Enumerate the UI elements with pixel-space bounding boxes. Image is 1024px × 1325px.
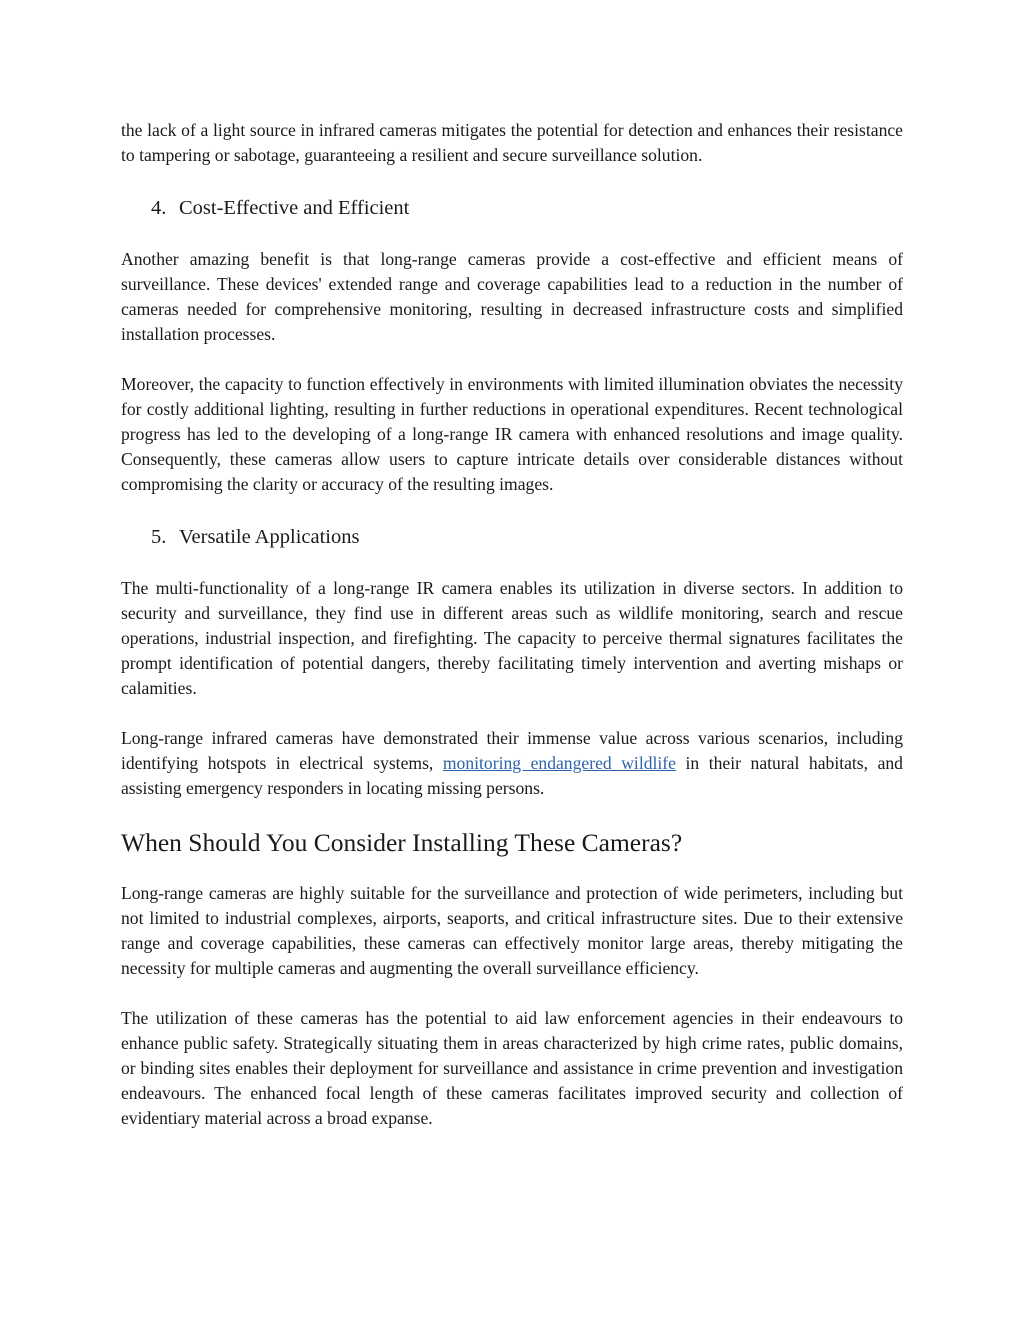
document-page	[121, 118, 903, 1131]
when-paragraph-2: The utilization of these cameras has the potential to aid law enforcement agencies in their endeavours to enhance public safety. Strategically situating them in areas characterized by high crime rates, public domains, or binding sites enables their deployment for surveillance and assistance in crime prevention and investigation endeavours. The enhanced focal length of these cameras facilitates improved security and collection of evidentiary material across a broad expanse.	[121, 1008, 903, 1128]
when-to-install-heading: When Should You Consider Installing These Cameras?	[121, 828, 683, 857]
section-4-number: 4.	[151, 197, 167, 219]
section-5-paragraph-2-start: Long-range infrared cameras have demonstrated their immense value across various scenarios, including identifying hotspots in electrical systems,	[121, 728, 903, 773]
section-5-paragraph-2-end: in their natural habitats, and assisting emergency responders in locating missing persons.	[121, 753, 903, 798]
when-paragraph-1: Long-range cameras are highly suitable for the surveillance and protection of wide perimeters, including but not limited to industrial complexes, airports, seaports, and critical infrastructure sites. Due to their extensive range and coverage capabilities, these cameras can effectively monitor large areas, thereby mitigating the necessity for multiple cameras and augmenting the overall surveillance efficiency.	[121, 883, 903, 978]
monitoring-endangered-wildlife-link[interactable]: monitoring endangered wildlife	[442, 753, 676, 773]
section-4-paragraph-1: Another amazing benefit is that long-range cameras provide a cost-effective and efficient means of surveillance. These devices' extended range and coverage capabilities lead to a reduction in the number of cameras needed for comprehensive monitoring, resulting in decreased infrastructure costs and simplified installation processes.	[121, 249, 903, 344]
section-4-paragraph-2: Moreover, the capacity to function effectively in environments with limited illumination obviates the necessity for costly additional lighting, resulting in further reductions in operational expenditures. Recent technological progress has led to the developing of a long-range IR camera with enhanced resolutions and image quality. Consequently, these cameras allow users to capture intricate details over considerable distances without compromising the clarity or accuracy of the resulting images.	[121, 374, 903, 494]
section-4-heading	[121, 195, 903, 221]
section-4-title: Cost-Effective and Efficient	[179, 197, 410, 219]
section-5-paragraph-1: The multi-functionality of a long-range IR camera enables its utilization in diverse sectors. In addition to security and surveillance, they find use in different areas such as wildlife monitoring, search and rescue operations, industrial inspection, and firefighting. The capacity to perceive thermal signatures facilitates the prompt identification of potential dangers, thereby facilitating timely intervention and averting mishaps or calamities.	[121, 578, 903, 698]
intro-paragraph: the lack of a light source in infrared cameras mitigates the potential for detection and enhances their resistance to tampering or sabotage, guaranteeing a resilient and secure surveillance solution.	[121, 120, 903, 165]
section-5-paragraph-2	[121, 726, 903, 801]
section-5-heading	[121, 524, 903, 550]
section-5-title: Versatile Applications	[179, 526, 360, 548]
section-5-number: 5.	[151, 526, 167, 548]
